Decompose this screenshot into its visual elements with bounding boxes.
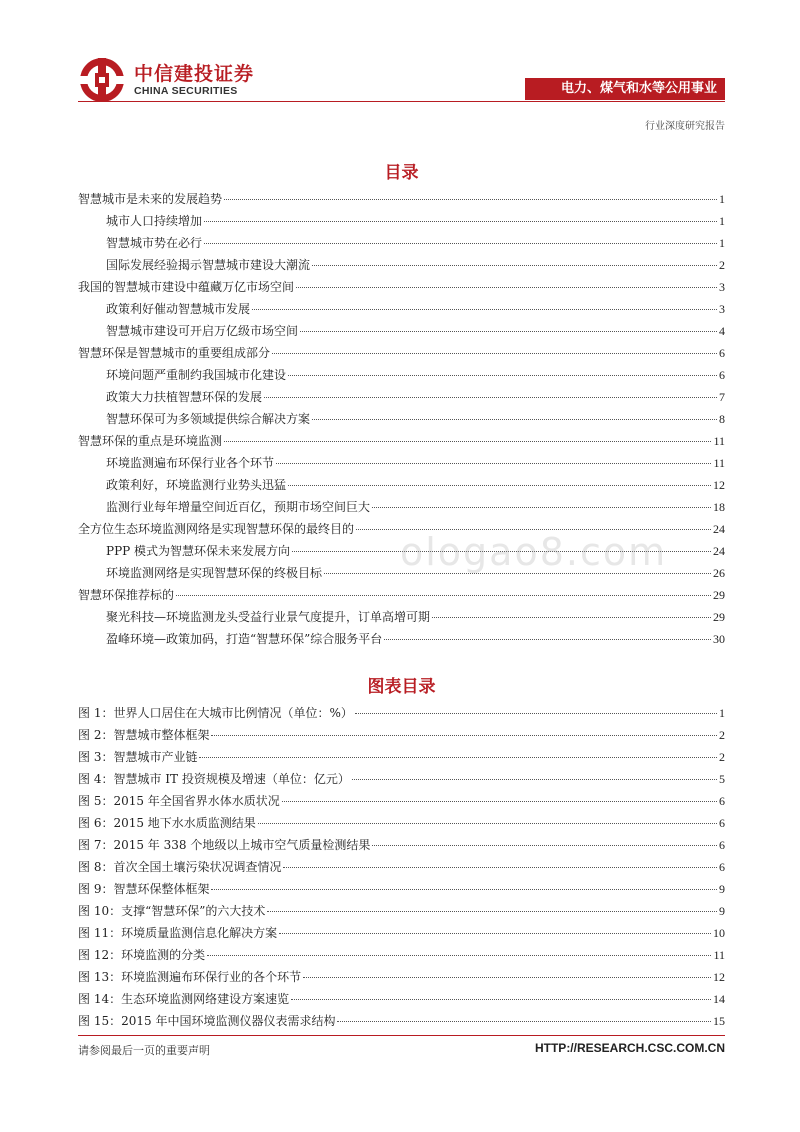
toc-title: 目录: [384, 163, 419, 183]
toc-entry-label: 智慧环保可为多领域提供综合解决方案: [106, 412, 311, 426]
toc-entry-label: 智慧城市势在必行: [106, 236, 203, 250]
toc-list: [78, 190, 725, 652]
dot-leader: [303, 977, 711, 978]
toc-entry-page: 26: [713, 566, 725, 580]
toc-entry-label: 全方位生态环境监测网络是实现智慧环保的最终目的: [78, 522, 355, 536]
dot-leader: [207, 955, 711, 956]
toc-entry-label: 智慧城市建设可开启万亿级市场空间: [106, 324, 299, 338]
figure-entry-page: 5: [719, 772, 725, 786]
toc-entry-label: 智慧环保是智慧城市的重要组成部分: [78, 346, 271, 360]
toc-entry-page: 11: [713, 456, 725, 470]
figure-entry-page: 9: [719, 882, 725, 896]
toc-entry[interactable]: [78, 630, 725, 652]
logo-english-name: CHINA SECURITIES: [134, 85, 238, 97]
toc-entry[interactable]: [78, 432, 725, 454]
figure-entry-page: 6: [719, 838, 725, 852]
figure-entry[interactable]: [78, 946, 725, 968]
dot-leader: [432, 617, 711, 618]
figure-entry-page: 14: [713, 992, 725, 1006]
toc-entry-label: 政策大力扶植智慧环保的发展: [106, 390, 263, 404]
logo-chinese-name: 中信建投证券: [134, 63, 255, 85]
figure-entry-label: 图 13：环境监测遍布环保行业的各个环节: [78, 970, 302, 984]
toc-entry-page: 7: [719, 390, 725, 404]
dot-leader: [288, 375, 717, 376]
toc-entry[interactable]: [78, 278, 725, 300]
figure-entry-label: 图 4：智慧城市 IT 投资规模及增速（单位：亿元）: [78, 772, 350, 786]
figure-entry-page: 11: [713, 948, 725, 962]
toc-entry-page: 18: [713, 500, 725, 514]
dot-leader: [356, 529, 711, 530]
toc-entry[interactable]: [78, 454, 725, 476]
dot-leader: [272, 353, 717, 354]
figure-entry-label: 图 6：2015 地下水水质监测结果: [78, 816, 256, 830]
dot-leader: [372, 507, 711, 508]
dot-leader: [337, 1021, 711, 1022]
report-type-label: 行业深度研究报告: [645, 121, 725, 132]
figure-entry[interactable]: [78, 858, 725, 880]
toc-entry-page: 8: [719, 412, 725, 426]
dot-leader: [324, 573, 711, 574]
dot-leader: [224, 199, 717, 200]
toc-entry-label: 城市人口持续增加: [106, 214, 203, 228]
dot-leader: [296, 287, 717, 288]
figure-entry[interactable]: [78, 880, 725, 902]
figure-entry-label: 图 11：环境质量监测信息化解决方案: [78, 926, 278, 940]
dot-leader: [211, 735, 717, 736]
toc-entry-page: 24: [713, 544, 725, 558]
toc-entry[interactable]: [78, 344, 725, 366]
toc-entry[interactable]: [78, 190, 725, 212]
figure-entry-label: 图 9：智慧环保整体框架: [78, 882, 210, 896]
dot-leader: [384, 639, 711, 640]
dot-leader: [312, 419, 717, 420]
toc-entry[interactable]: [78, 586, 725, 608]
citic-logo-icon: [78, 56, 126, 104]
toc-entry[interactable]: [78, 498, 725, 520]
dot-leader: [199, 757, 717, 758]
figure-entry[interactable]: [78, 924, 725, 946]
toc-entry-page: 29: [713, 610, 725, 624]
toc-entry-label: 政策利好催动智慧城市发展: [106, 302, 251, 316]
figure-entry-label: 图 2：智慧城市整体框架: [78, 728, 210, 742]
figure-entry-label: 图 10：支撑“智慧环保”的六大技术: [78, 904, 266, 918]
footer-divider: [78, 1035, 725, 1036]
toc-entry[interactable]: [78, 234, 725, 256]
dot-leader: [211, 889, 717, 890]
figure-entry[interactable]: [78, 902, 725, 924]
toc-entry-page: 1: [719, 236, 725, 250]
disclaimer-link[interactable]: 请参阅最后一页的重要声明: [78, 1044, 210, 1057]
toc-entry-page: 24: [713, 522, 725, 536]
figure-entry[interactable]: [78, 968, 725, 990]
toc-entry[interactable]: [78, 366, 725, 388]
brand-logo: [78, 56, 254, 104]
toc-entry-label: 监测行业每年增量空间近百亿，预期市场空间巨大: [106, 500, 371, 514]
figure-entry-page: 6: [719, 860, 725, 874]
figure-entry-label: 图 7：2015 年 338 个地级以上城市空气质量检测结果: [78, 838, 371, 852]
figure-entry[interactable]: [78, 990, 725, 1012]
dot-leader: [291, 999, 711, 1000]
toc-entry-label: 环境问题严重制约我国城市化建设: [106, 368, 287, 382]
dot-leader: [204, 221, 717, 222]
toc-entry-page: 3: [719, 280, 725, 294]
dot-leader: [204, 243, 717, 244]
dot-leader: [292, 551, 711, 552]
toc-entry-page: 12: [713, 478, 725, 492]
figure-entry-page: 6: [719, 816, 725, 830]
dot-leader: [288, 485, 711, 486]
figure-entry[interactable]: [78, 814, 725, 836]
toc-entry[interactable]: [78, 608, 725, 630]
dot-leader: [372, 845, 717, 846]
figures-list: [78, 704, 725, 1034]
toc-entry[interactable]: [78, 212, 725, 234]
figure-entry[interactable]: [78, 836, 725, 858]
toc-entry-label: 国际发展经验揭示智慧城市建设大潮流: [106, 258, 311, 272]
dot-leader: [355, 713, 717, 714]
dot-leader: [176, 595, 711, 596]
figure-entry-label: 图 8：首次全国土壤污染状况调查情况: [78, 860, 282, 874]
toc-entry[interactable]: [78, 542, 725, 564]
figure-entry[interactable]: [78, 1012, 725, 1034]
figure-entry-page: 12: [713, 970, 725, 984]
toc-entry[interactable]: [78, 322, 725, 344]
dot-leader: [352, 779, 717, 780]
figure-entry[interactable]: [78, 726, 725, 748]
dot-leader: [279, 933, 711, 934]
figures-title: 图表目录: [367, 677, 436, 697]
figure-entry-page: 2: [719, 750, 725, 764]
toc-entry-page: 6: [719, 368, 725, 382]
toc-entry-label: 智慧环保推荐标的: [78, 588, 175, 602]
figure-entry-page: 2: [719, 728, 725, 742]
toc-entry-page: 11: [713, 434, 725, 448]
dot-leader: [312, 265, 717, 266]
toc-entry[interactable]: [78, 520, 725, 542]
sector-banner: 电力、煤气和水等公用事业: [525, 78, 725, 100]
dot-leader: [252, 309, 717, 310]
website-url[interactable]: HTTP://RESEARCH.CSC.COM.CN: [534, 1041, 725, 1055]
toc-entry-page: 1: [719, 192, 725, 206]
figure-entry-label: 图 1：世界人口居住在大城市比例情况（单位：%）: [78, 706, 353, 720]
toc-entry-page: 6: [719, 346, 725, 360]
figure-entry[interactable]: [78, 748, 725, 770]
toc-entry-page: 3: [719, 302, 725, 316]
dot-leader: [282, 801, 717, 802]
figure-entry-label: 图 15：2015 年中国环境监测仪器仪表需求结构: [78, 1014, 336, 1028]
header-divider: [78, 101, 725, 102]
watermark-text: ologao8.com: [400, 530, 668, 574]
toc-entry-label: 政策利好，环境监测行业势头迅猛: [106, 478, 287, 492]
toc-entry-page: 1: [719, 214, 725, 228]
toc-entry[interactable]: [78, 564, 725, 586]
figure-entry[interactable]: [78, 792, 725, 814]
figure-entry[interactable]: [78, 770, 725, 792]
toc-entry-label: 盈峰环境—政策加码，打造“智慧环保”综合服务平台: [106, 632, 383, 646]
dot-leader: [300, 331, 717, 332]
dot-leader: [276, 463, 711, 464]
figure-entry-page: 9: [719, 904, 725, 918]
toc-entry-page: 29: [713, 588, 725, 602]
toc-entry-page: 2: [719, 258, 725, 272]
figure-entry-page: 1: [719, 706, 725, 720]
figure-entry-label: 图 12：环境监测的分类: [78, 948, 206, 962]
toc-entry[interactable]: [78, 410, 725, 432]
figure-entry-page: 6: [719, 794, 725, 808]
toc-entry-label: 我国的智慧城市建设中蕴藏万亿市场空间: [78, 280, 295, 294]
toc-entry-label: 环境监测网络是实现智慧环保的终极目标: [106, 566, 323, 580]
toc-entry[interactable]: [78, 256, 725, 278]
figure-entry-page: 15: [713, 1014, 725, 1028]
figure-entry-page: 10: [713, 926, 725, 940]
figure-entry-label: 图 5：2015 年全国省界水体水质状况: [78, 794, 280, 808]
toc-entry[interactable]: [78, 476, 725, 498]
figure-entry[interactable]: [78, 704, 725, 726]
toc-entry-page: 30: [713, 632, 725, 646]
dot-leader: [267, 911, 717, 912]
toc-entry[interactable]: [78, 388, 725, 410]
toc-entry-label: 智慧城市是未来的发展趋势: [78, 192, 223, 206]
figure-entry-label: 图 14：生态环境监测网络建设方案速览: [78, 992, 290, 1006]
toc-entry-label: 聚光科技—环境监测龙头受益行业景气度提升，订单高增可期: [106, 610, 431, 624]
toc-entry[interactable]: [78, 300, 725, 322]
toc-entry-label: 环境监测遍布环保行业各个环节: [106, 456, 275, 470]
dot-leader: [224, 441, 711, 442]
toc-entry-label: PPP 模式为智慧环保未来发展方向: [106, 544, 291, 558]
toc-entry-page: 4: [719, 324, 725, 338]
dot-leader: [264, 397, 717, 398]
dot-leader: [258, 823, 717, 824]
toc-entry-label: 智慧环保的重点是环境监测: [78, 434, 223, 448]
figure-entry-label: 图 3：智慧城市产业链: [78, 750, 198, 764]
dot-leader: [283, 867, 717, 868]
